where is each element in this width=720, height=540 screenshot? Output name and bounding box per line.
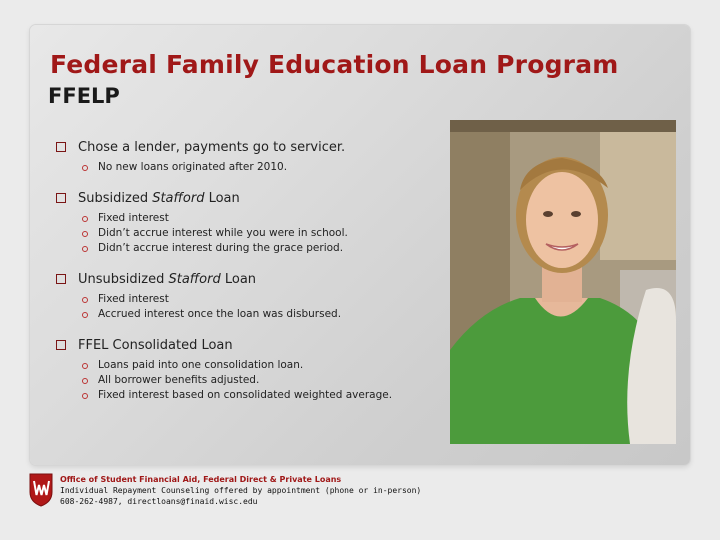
footer-contact: 608-262-4987, directloans@finaid.wisc.edu [60, 497, 258, 506]
circle-bullet-icon [82, 216, 88, 222]
footer [60, 474, 421, 507]
heading-text: Chose a lender, payments go to servicer. [78, 139, 346, 155]
list-item [82, 211, 436, 226]
heading-text [78, 191, 240, 206]
bullet-content [56, 138, 436, 417]
list-item [82, 160, 436, 175]
section-subsidized [56, 189, 436, 256]
heading-text [78, 272, 256, 287]
list-item-text: All borrower benefits adjusted. [98, 374, 260, 386]
checkbox-bullet-icon [56, 340, 66, 350]
circle-bullet-icon [82, 312, 88, 318]
circle-bullet-icon [82, 246, 88, 252]
list-item-text: Didn’t accrue interest during the grace period. [98, 242, 344, 254]
heading-text-em: Stafford [152, 190, 205, 206]
circle-bullet-icon [82, 165, 88, 171]
list-item [82, 373, 436, 388]
heading-text-pre: Unsubsidized [78, 271, 169, 287]
list-item [82, 226, 436, 241]
heading-text-pre: Subsidized [78, 190, 153, 206]
section-heading [56, 189, 436, 207]
section-heading [56, 270, 436, 288]
section-unsubsidized [56, 270, 436, 322]
list-item-text: Fixed interest [98, 293, 169, 305]
slide-title: Federal Family Education Loan Program [50, 50, 619, 79]
list-item [82, 388, 436, 403]
circle-bullet-icon [82, 231, 88, 237]
list-item-text: Didn’t accrue interest while you were in school. [98, 227, 348, 239]
heading-text-post: Loan [220, 271, 257, 287]
list-item-text: Accrued interest once the loan was disbursed. [98, 308, 342, 320]
student-photo [450, 120, 676, 444]
list-item-text: Fixed interest based on consolidated weighted average. [98, 389, 393, 401]
heading-text-em: Stafford [168, 271, 221, 287]
uw-crest-icon [28, 472, 54, 508]
section-heading [56, 138, 436, 156]
sub-list [56, 160, 436, 175]
circle-bullet-icon [82, 297, 88, 303]
slide-subtitle: FFELP [48, 84, 120, 108]
sub-list [56, 292, 436, 322]
checkbox-bullet-icon [56, 274, 66, 284]
circle-bullet-icon [82, 393, 88, 399]
section-consolidated [56, 336, 436, 403]
list-item [82, 307, 436, 322]
list-item-text: No new loans originated after 2010. [98, 161, 288, 173]
circle-bullet-icon [82, 378, 88, 384]
heading-text: FFEL Consolidated Loan [78, 337, 233, 353]
list-item-text: Fixed interest [98, 212, 169, 224]
list-item [82, 241, 436, 256]
footer-office-name: Office of Student Financial Aid, Federal Direct & Private Loans [60, 475, 342, 484]
list-item-text: Loans paid into one consolidation loan. [98, 359, 304, 371]
sub-list [56, 358, 436, 403]
checkbox-bullet-icon [56, 142, 66, 152]
footer-counseling-info: Individual Repayment Counseling offered by appointment (phone or in-person) [60, 486, 422, 495]
heading-text-post: Loan [204, 190, 240, 206]
checkbox-bullet-icon [56, 193, 66, 203]
sub-list [56, 211, 436, 256]
circle-bullet-icon [82, 363, 88, 369]
section-lender [56, 138, 436, 175]
list-item [82, 358, 436, 373]
list-item [82, 292, 436, 307]
section-heading [56, 336, 436, 354]
